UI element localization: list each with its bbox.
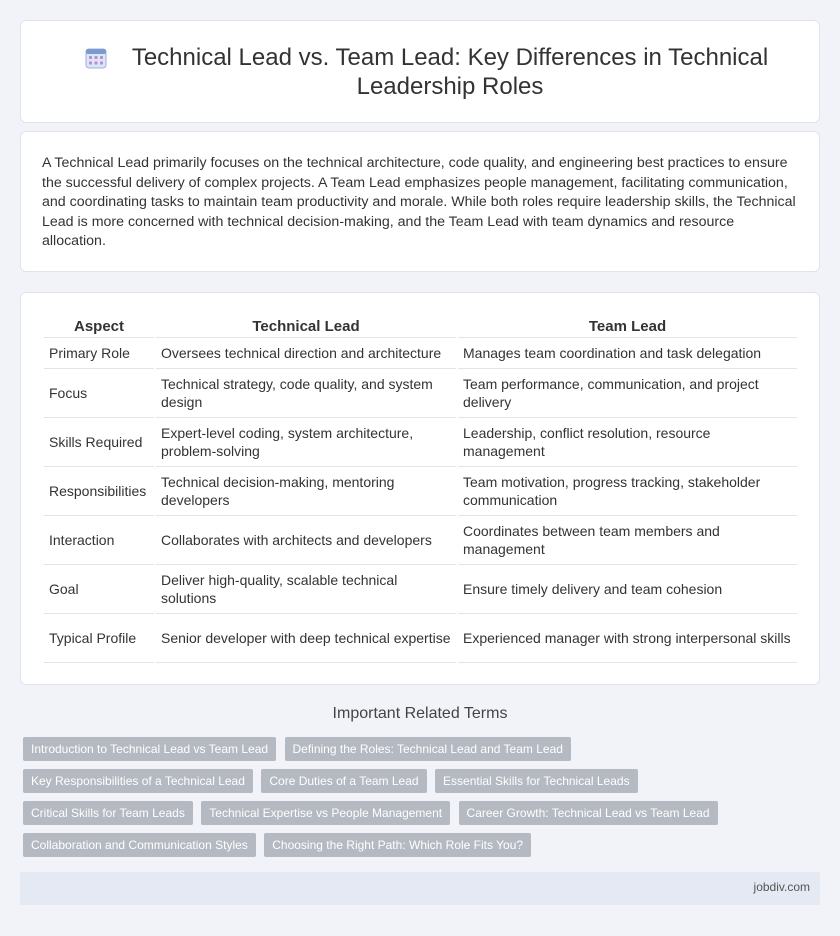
aspect-cell: Skills Required [44, 418, 154, 467]
team-lead-cell: Experienced manager with strong interpersonal skills [458, 614, 797, 663]
comparison-table [42, 315, 799, 663]
related-term-link[interactable]: Introduction to Technical Lead vs Team Lead [23, 737, 276, 761]
team-lead-cell: Manages team coordination and task delegation [458, 338, 797, 369]
page-title: Technical Lead vs. Team Lead: Key Differences in Technical Leadership Roles [131, 44, 769, 100]
aspect-cell: Typical Profile [44, 614, 154, 663]
related-term-link[interactable]: Technical Expertise vs People Management [201, 801, 450, 825]
intro-card [20, 131, 820, 272]
aspect-cell: Interaction [44, 516, 154, 565]
footer [20, 872, 820, 905]
table-row [44, 565, 797, 614]
related-term-link[interactable]: Career Growth: Technical Lead vs Team Lead [459, 801, 718, 825]
table-row [44, 467, 797, 516]
comparison-card [20, 292, 820, 685]
related-term-link[interactable]: Choosing the Right Path: Which Role Fits You? [264, 833, 531, 857]
related-term-link[interactable]: Key Responsibilities of a Technical Lead [23, 769, 253, 793]
technical-lead-cell: Expert-level coding, system architecture, problem-solving [156, 418, 456, 467]
technical-lead-cell: Technical strategy, code quality, and system design [156, 369, 456, 418]
team-lead-cell: Team motivation, progress tracking, stakeholder communication [458, 467, 797, 516]
related-term-link[interactable]: Defining the Roles: Technical Lead and Team Lead [285, 737, 571, 761]
related-term-link[interactable]: Essential Skills for Technical Leads [435, 769, 638, 793]
related-terms-heading: Important Related Terms [332, 705, 508, 722]
table-row [44, 516, 797, 565]
technical-lead-cell: Oversees technical direction and architecture [156, 338, 456, 369]
team-lead-cell: Team performance, communication, and project delivery [458, 369, 797, 418]
team-lead-cell: Leadership, conflict resolution, resource management [458, 418, 797, 467]
related-terms-list [23, 737, 813, 865]
header-team-lead: Team Lead [458, 315, 797, 338]
related-term-link[interactable]: Collaboration and Communication Styles [23, 833, 256, 857]
intro-paragraph: A Technical Lead primarily focuses on the technical architecture, code quality, and engineering best practices to ensure the successful delivery of complex projects. A Team Lead emphasizes people management, facilitating communication, and coordinating tasks to maintain team productivity and morale. While both roles require leadership skills, the Technical Lead is more concerned with technical decision-making, and the Team Lead with team dynamics and resource allocation. [42, 155, 796, 249]
technical-lead-cell: Senior developer with deep technical expertise [156, 614, 456, 663]
technical-lead-cell: Technical decision-making, mentoring developers [156, 467, 456, 516]
header-technical-lead: Technical Lead [156, 315, 456, 338]
related-term-link[interactable]: Critical Skills for Team Leads [23, 801, 193, 825]
title-card [20, 20, 820, 123]
related-term-link[interactable]: Core Duties of a Team Lead [261, 769, 426, 793]
aspect-cell: Focus [44, 369, 154, 418]
footer-site-name: jobdiv.com [753, 880, 810, 894]
table-row [44, 418, 797, 467]
team-lead-cell: Coordinates between team members and management [458, 516, 797, 565]
technical-lead-cell: Deliver high-quality, scalable technical solutions [156, 565, 456, 614]
table-header-row [44, 315, 797, 338]
aspect-cell: Responsibilities [44, 467, 154, 516]
table-row [44, 369, 797, 418]
technical-lead-cell: Collaborates with architects and developers [156, 516, 456, 565]
table-row [44, 338, 797, 369]
aspect-cell: Goal [44, 565, 154, 614]
aspect-cell: Primary Role [44, 338, 154, 369]
header-aspect: Aspect [44, 315, 154, 338]
table-row [44, 614, 797, 663]
team-lead-cell: Ensure timely delivery and team cohesion [458, 565, 797, 614]
